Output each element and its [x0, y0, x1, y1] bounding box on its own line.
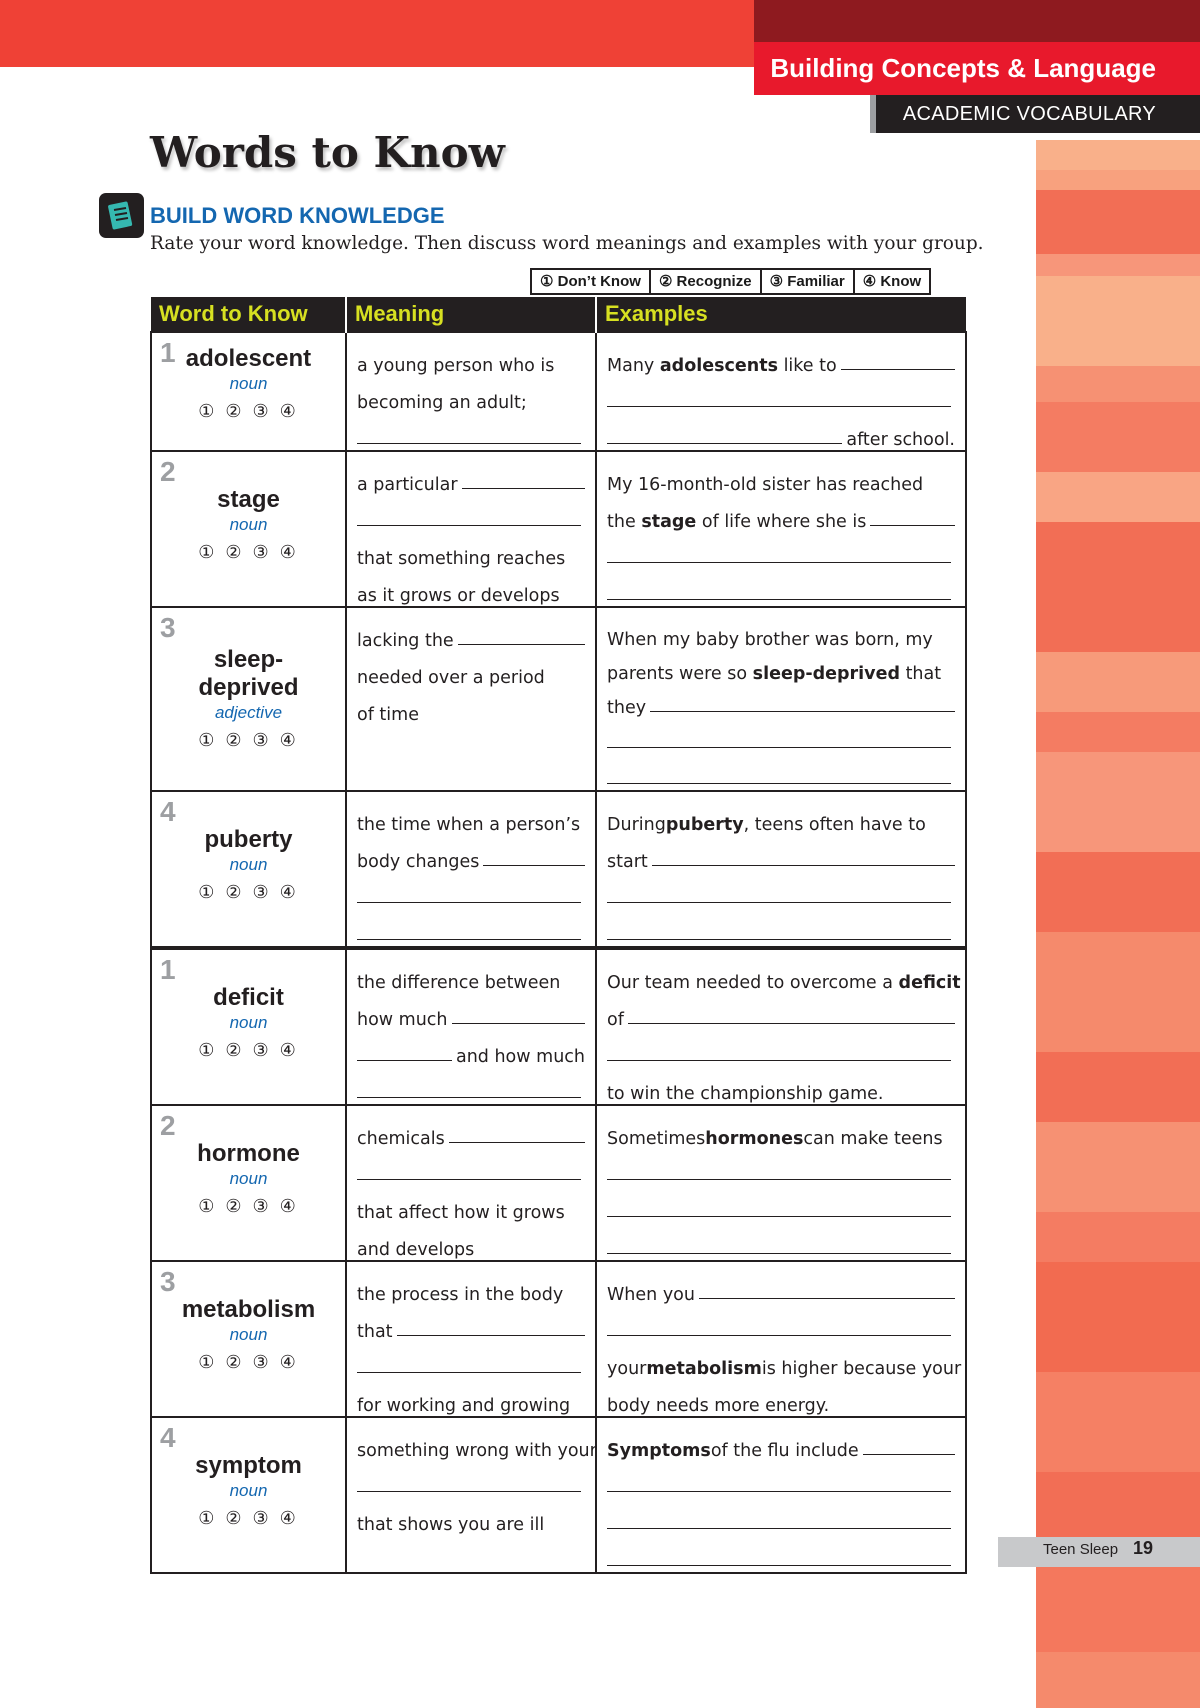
example-text: after school. [846, 430, 955, 450]
rating-options[interactable]: ① ② ③ ④ [198, 1508, 299, 1528]
word: metabolism [181, 1296, 316, 1323]
example-word: sleep-deprived [752, 664, 900, 684]
example-word: deficit [898, 973, 961, 993]
example-text: Sometimes [607, 1129, 706, 1149]
subsection-banner: ACADEMIC VOCABULARY [876, 95, 1200, 133]
blank-line[interactable] [870, 525, 955, 526]
word: sleep- [213, 646, 284, 673]
blank-line[interactable] [607, 1060, 951, 1061]
part-of-speech: noun [229, 1325, 268, 1344]
blank-line[interactable] [357, 939, 581, 940]
meaning-text: becoming an adult; [357, 393, 527, 413]
blank-line[interactable] [357, 1491, 581, 1492]
example-text: When my baby brother was born, my [607, 630, 933, 650]
examples-cell [596, 332, 966, 451]
section-banner: Building Concepts & Language [754, 42, 1200, 95]
meaning-cell [346, 332, 596, 451]
decorative-stripes [1036, 140, 1200, 1600]
word-number: 4 [160, 796, 176, 827]
build-word-knowledge-heading: BUILD WORD KNOWLEDGE [150, 203, 445, 228]
blank-line[interactable] [357, 443, 581, 444]
blank-line[interactable] [357, 902, 581, 903]
example-word: Symptoms [607, 1441, 711, 1461]
word-number: 2 [160, 456, 176, 487]
blank-line[interactable] [449, 1142, 585, 1143]
meaning-text: body changes [357, 852, 480, 872]
meaning-text: that affect how it grows [357, 1203, 565, 1223]
word-number: 3 [160, 612, 176, 643]
meaning-text: and develops [357, 1240, 475, 1260]
word-cell [151, 1105, 346, 1261]
blank-line[interactable] [458, 644, 585, 645]
word: hormone [197, 1140, 300, 1167]
vocabulary-table [150, 297, 967, 1574]
word-number: 1 [160, 337, 176, 368]
rating-options[interactable]: ① ② ③ ④ [198, 882, 299, 902]
word-cell [151, 1261, 346, 1417]
word-number: 2 [160, 1110, 176, 1141]
table-row [151, 1261, 966, 1417]
part-of-speech: noun [229, 855, 268, 874]
blank-line[interactable] [607, 1216, 951, 1217]
table-row [151, 451, 966, 607]
example-word: hormones [705, 1129, 804, 1149]
rating-options[interactable]: ① ② ③ ④ [198, 1040, 299, 1060]
examples-cell [596, 451, 966, 607]
blank-line[interactable] [628, 1023, 955, 1024]
blank-line[interactable] [652, 865, 955, 866]
rating-options[interactable]: ① ② ③ ④ [198, 1352, 299, 1372]
example-text: your [607, 1359, 647, 1379]
meaning-text: needed over a period [357, 668, 545, 688]
table-row [151, 332, 966, 451]
blank-line[interactable] [357, 1060, 452, 1061]
header-word: Word to Know [151, 297, 346, 332]
blank-line[interactable] [607, 1179, 951, 1180]
example-text: is higher because your [761, 1359, 962, 1379]
part-of-speech: noun [229, 1013, 268, 1032]
meaning-cell [346, 1417, 596, 1573]
header-examples: Examples [596, 297, 966, 332]
word: puberty [204, 826, 293, 853]
examples-cell [596, 1417, 966, 1573]
meaning-text: and how much [455, 1047, 585, 1067]
meaning-text: the process in the body [357, 1285, 564, 1305]
table-row [151, 948, 966, 1105]
word: symptom [195, 1452, 302, 1479]
blank-line[interactable] [357, 1372, 581, 1373]
part-of-speech: noun [229, 374, 268, 393]
blank-line[interactable] [607, 1491, 951, 1492]
example-word: adolescents [659, 356, 778, 376]
example-text: of [607, 1010, 624, 1030]
top-bar-accent [754, 0, 1200, 42]
blank-line[interactable] [650, 711, 955, 712]
rating-options[interactable]: ① ② ③ ④ [198, 730, 299, 750]
part-of-speech: noun [229, 1481, 268, 1500]
word-cell [151, 791, 346, 948]
word-cell [151, 451, 346, 607]
meaning-text: for working and growing [357, 1396, 571, 1416]
instructions: Rate your word knowledge. Then discuss word meanings and examples with your group. [150, 233, 984, 254]
blank-line[interactable] [607, 1565, 951, 1566]
word-cell [151, 1417, 346, 1573]
example-text: During [607, 815, 666, 835]
word-number: 4 [160, 1422, 176, 1453]
blank-line[interactable] [607, 1528, 951, 1529]
word: stage [217, 486, 280, 513]
examples-cell [596, 948, 966, 1105]
meaning-text: how much [357, 1010, 448, 1030]
part-of-speech: adjective [214, 703, 283, 722]
page-number: 19 [1133, 1538, 1154, 1558]
example-text: When you [607, 1285, 695, 1305]
word: deprived [198, 674, 299, 701]
blank-line[interactable] [607, 599, 951, 600]
word: deficit [213, 984, 284, 1011]
example-text: My 16-month-old sister has reached [607, 475, 924, 495]
rating-legend [530, 268, 931, 295]
examples-cell [596, 1105, 966, 1261]
table-row [151, 607, 966, 791]
list-icon [99, 193, 144, 238]
blank-line[interactable] [397, 1335, 585, 1336]
example-text: body needs more energy. [607, 1396, 830, 1416]
page-title: Words to Know [150, 128, 505, 177]
example-text: they [607, 698, 647, 718]
example-text: like to [783, 356, 837, 376]
meaning-text: lacking the [357, 631, 454, 651]
meaning-text: a particular [357, 475, 458, 495]
legend-dont-know: ① Don’t Know [540, 273, 641, 290]
blank-line[interactable] [607, 562, 951, 563]
blank-line[interactable] [607, 406, 951, 407]
example-word: puberty [665, 815, 744, 835]
examples-cell [596, 1261, 966, 1417]
meaning-text: a young person who is [357, 356, 555, 376]
header-meaning: Meaning [346, 297, 596, 332]
table-row [151, 1417, 966, 1573]
example-text: Many [607, 356, 655, 376]
example-text: that [905, 664, 942, 684]
example-text: of the flu include [710, 1441, 859, 1461]
word-cell [151, 948, 346, 1105]
legend-recognize: ② Recognize [649, 270, 760, 293]
example-text: , teens often have to [743, 815, 926, 835]
examples-cell [596, 607, 966, 791]
meaning-text: of time [357, 705, 419, 725]
example-text: can make teens [803, 1129, 943, 1149]
blank-line[interactable] [863, 1454, 955, 1455]
blank-line[interactable] [607, 1253, 951, 1254]
blank-line[interactable] [483, 865, 585, 866]
word-cell [151, 607, 346, 791]
meaning-text: the time when a person’s [357, 815, 581, 835]
example-text: to win the championship game. [607, 1084, 884, 1104]
example-text: Our team needed to overcome a [607, 973, 893, 993]
meaning-cell [346, 791, 596, 948]
rating-options[interactable]: ① ② ③ ④ [198, 401, 299, 421]
rating-options[interactable]: ① ② ③ ④ [198, 1196, 299, 1216]
word: adolescent [185, 345, 312, 372]
blank-line[interactable] [607, 783, 951, 784]
meaning-cell [346, 607, 596, 791]
blank-line[interactable] [607, 902, 951, 903]
blank-line[interactable] [357, 525, 581, 526]
rating-options[interactable]: ① ② ③ ④ [198, 542, 299, 562]
legend-familiar: ③ Familiar [760, 270, 853, 293]
blank-line[interactable] [607, 939, 951, 940]
blank-line[interactable] [699, 1298, 955, 1299]
part-of-speech: noun [229, 1169, 268, 1188]
meaning-cell [346, 451, 596, 607]
meaning-cell [346, 948, 596, 1105]
table-row [151, 1105, 966, 1261]
footer-label: Teen Sleep [1043, 1541, 1119, 1558]
example-text: the [607, 512, 636, 532]
meaning-text: as it grows or develops [357, 586, 560, 606]
blank-line[interactable] [607, 747, 951, 748]
blank-line[interactable] [841, 369, 955, 370]
blank-line[interactable] [357, 1179, 581, 1180]
example-word: stage [641, 512, 697, 532]
blank-line[interactable] [452, 1023, 585, 1024]
blank-line[interactable] [357, 1097, 581, 1098]
meaning-cell [346, 1105, 596, 1261]
word-cell [151, 332, 346, 451]
example-text: start [607, 852, 648, 872]
blank-line[interactable] [607, 1335, 951, 1336]
legend-know: ④ Know [853, 270, 929, 293]
meaning-text: the difference between [357, 973, 561, 993]
word-number: 1 [160, 954, 176, 985]
blank-line[interactable] [607, 443, 842, 444]
meaning-text: that shows you are ill [357, 1515, 545, 1535]
example-text: of life where she is [701, 512, 867, 532]
meaning-text: something wrong with your [357, 1441, 597, 1461]
word-number: 3 [160, 1266, 176, 1297]
meaning-cell [346, 1261, 596, 1417]
meaning-text: chemicals [357, 1129, 445, 1149]
examples-cell [596, 791, 966, 948]
example-word: metabolism [646, 1359, 762, 1379]
example-text: parents were so [607, 664, 748, 684]
table-row [151, 791, 966, 948]
part-of-speech: noun [229, 515, 268, 534]
blank-line[interactable] [462, 488, 585, 489]
meaning-text: that [357, 1322, 393, 1342]
meaning-text: that something reaches [357, 549, 566, 569]
